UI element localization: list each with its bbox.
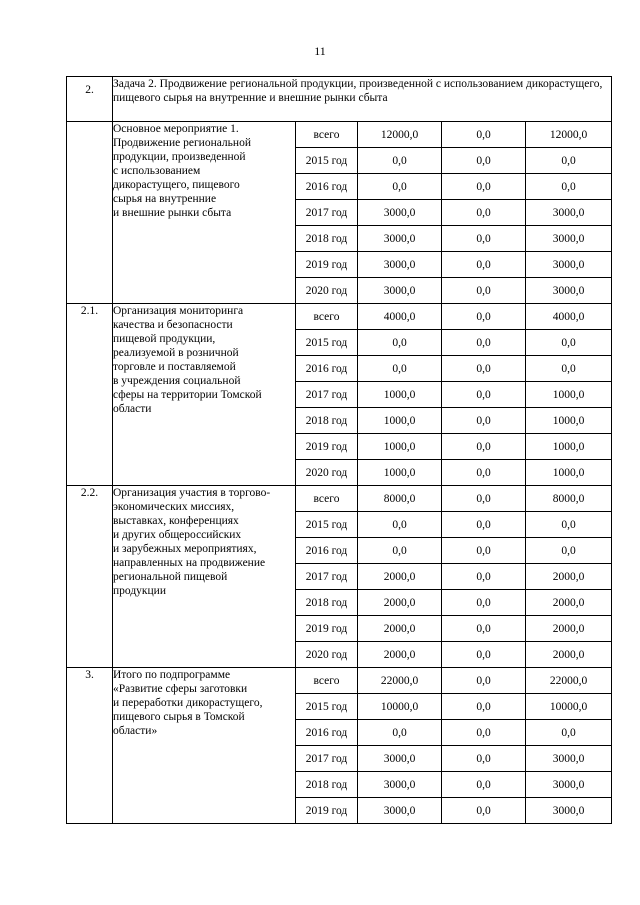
federal-cell: 0,0: [442, 798, 526, 824]
item-name-line: области: [113, 403, 152, 415]
period-cell: 2016 год: [296, 174, 358, 200]
total-cell: 12000,0: [358, 122, 442, 148]
regional-cell: 12000,0: [526, 122, 612, 148]
item-name-line: «Развитие сферы заготовки: [113, 683, 248, 695]
total-cell: 2000,0: [358, 590, 442, 616]
item-name-line: выставках, конференциях: [113, 515, 239, 527]
total-cell: 2000,0: [358, 642, 442, 668]
total-cell: 2000,0: [358, 616, 442, 642]
regional-cell: 2000,0: [526, 616, 612, 642]
period-cell: 2017 год: [296, 382, 358, 408]
period-cell: 2018 год: [296, 590, 358, 616]
item-name-line: с использованием: [113, 165, 201, 177]
page-number: 11: [314, 44, 326, 58]
table-row: [67, 304, 612, 330]
federal-cell: 0,0: [442, 590, 526, 616]
federal-cell: 0,0: [442, 460, 526, 486]
total-cell: 4000,0: [358, 304, 442, 330]
regional-cell: 8000,0: [526, 486, 612, 512]
federal-cell: 0,0: [442, 200, 526, 226]
regional-cell: 1000,0: [526, 434, 612, 460]
period-cell: 2015 год: [296, 148, 358, 174]
period-cell: всего: [296, 486, 358, 512]
item-name-line: продукции, произведенной: [113, 151, 246, 163]
item-name-line: сферы на территории Томской: [113, 389, 262, 401]
task-row: [67, 77, 612, 122]
total-cell: 3000,0: [358, 252, 442, 278]
regional-cell: 1000,0: [526, 408, 612, 434]
period-cell: 2019 год: [296, 798, 358, 824]
item-name-line: пищевого сырья в Томской: [113, 711, 245, 723]
regional-cell: 2000,0: [526, 642, 612, 668]
period-cell: 2017 год: [296, 564, 358, 590]
item-name: [113, 304, 296, 486]
federal-cell: 0,0: [442, 564, 526, 590]
federal-cell: 0,0: [442, 486, 526, 512]
total-cell: 1000,0: [358, 408, 442, 434]
total-cell: 1000,0: [358, 382, 442, 408]
federal-cell: 0,0: [442, 538, 526, 564]
item-name-line: сырья на внутренние: [113, 193, 217, 205]
budget-table: [66, 76, 612, 824]
federal-cell: 0,0: [442, 330, 526, 356]
regional-cell: 0,0: [526, 356, 612, 382]
item-number: [67, 122, 113, 304]
total-cell: 0,0: [358, 720, 442, 746]
period-cell: 2018 год: [296, 226, 358, 252]
federal-cell: 0,0: [442, 408, 526, 434]
regional-cell: 1000,0: [526, 382, 612, 408]
table-row: [67, 668, 612, 694]
federal-cell: 0,0: [442, 278, 526, 304]
federal-cell: 0,0: [442, 616, 526, 642]
regional-cell: 0,0: [526, 148, 612, 174]
total-cell: 8000,0: [358, 486, 442, 512]
federal-cell: 0,0: [442, 746, 526, 772]
item-name: [113, 668, 296, 824]
total-cell: 3000,0: [358, 772, 442, 798]
item-name-line: экономических миссиях,: [113, 501, 235, 513]
regional-cell: 4000,0: [526, 304, 612, 330]
federal-cell: 0,0: [442, 304, 526, 330]
regional-cell: 3000,0: [526, 252, 612, 278]
period-cell: 2017 год: [296, 746, 358, 772]
federal-cell: 0,0: [442, 122, 526, 148]
item-name: [113, 486, 296, 668]
total-cell: 2000,0: [358, 564, 442, 590]
federal-cell: 0,0: [442, 226, 526, 252]
total-cell: 3000,0: [358, 798, 442, 824]
federal-cell: 0,0: [442, 694, 526, 720]
item-name-line: дикорастущего, пищевого: [113, 179, 240, 191]
period-cell: 2019 год: [296, 616, 358, 642]
federal-cell: 0,0: [442, 642, 526, 668]
federal-cell: 0,0: [442, 252, 526, 278]
total-cell: 10000,0: [358, 694, 442, 720]
item-number: 2.2.: [67, 486, 113, 668]
period-cell: 2015 год: [296, 694, 358, 720]
period-cell: 2015 год: [296, 512, 358, 538]
regional-cell: 0,0: [526, 720, 612, 746]
total-cell: 3000,0: [358, 746, 442, 772]
regional-cell: 0,0: [526, 330, 612, 356]
table-row: [67, 486, 612, 512]
regional-cell: 3000,0: [526, 772, 612, 798]
period-cell: 2016 год: [296, 538, 358, 564]
regional-cell: 3000,0: [526, 798, 612, 824]
regional-cell: 3000,0: [526, 278, 612, 304]
period-cell: всего: [296, 668, 358, 694]
total-cell: 3000,0: [358, 226, 442, 252]
period-cell: всего: [296, 122, 358, 148]
federal-cell: 0,0: [442, 512, 526, 538]
period-cell: 2020 год: [296, 642, 358, 668]
item-number: 3.: [67, 668, 113, 824]
total-cell: 1000,0: [358, 460, 442, 486]
item-name-line: торговле и поставляемой: [113, 361, 236, 373]
total-cell: 3000,0: [358, 278, 442, 304]
item-name-line: реализуемой в розничной: [113, 347, 239, 359]
item-name-line: пищевой продукции,: [113, 333, 216, 345]
task-number: 2.: [67, 77, 113, 122]
regional-cell: 3000,0: [526, 746, 612, 772]
table-row: [67, 122, 612, 148]
total-cell: 0,0: [358, 512, 442, 538]
total-cell: 3000,0: [358, 200, 442, 226]
federal-cell: 0,0: [442, 668, 526, 694]
item-name-line: Продвижение региональной: [113, 137, 251, 149]
regional-cell: 1000,0: [526, 460, 612, 486]
federal-cell: 0,0: [442, 356, 526, 382]
period-cell: 2016 год: [296, 720, 358, 746]
item-name-line: и других общероссийских: [113, 529, 242, 541]
regional-cell: 0,0: [526, 512, 612, 538]
item-name-line: области»: [113, 725, 158, 737]
period-cell: 2015 год: [296, 330, 358, 356]
total-cell: 22000,0: [358, 668, 442, 694]
regional-cell: 10000,0: [526, 694, 612, 720]
federal-cell: 0,0: [442, 772, 526, 798]
item-name-line: направленных на продвижение: [113, 557, 266, 569]
federal-cell: 0,0: [442, 434, 526, 460]
item-name-line: региональной пищевой: [113, 571, 228, 583]
total-cell: 0,0: [358, 356, 442, 382]
task-title: Задача 2. Продвижение региональной продукции, произведенной с использованием дикорастущего, пищевого сырья на внутренние и внешние рынки сбыта: [113, 77, 612, 122]
total-cell: 0,0: [358, 148, 442, 174]
regional-cell: 0,0: [526, 538, 612, 564]
total-cell: 0,0: [358, 174, 442, 200]
regional-cell: 2000,0: [526, 564, 612, 590]
item-name-line: качества и безопасности: [113, 319, 233, 331]
total-cell: 0,0: [358, 330, 442, 356]
item-name-line: Организация участия в торгово-: [113, 487, 271, 499]
item-number: 2.1.: [67, 304, 113, 486]
federal-cell: 0,0: [442, 720, 526, 746]
regional-cell: 3000,0: [526, 226, 612, 252]
federal-cell: 0,0: [442, 382, 526, 408]
item-name: [113, 122, 296, 304]
regional-cell: 22000,0: [526, 668, 612, 694]
federal-cell: 0,0: [442, 174, 526, 200]
item-name-line: в учреждения социальной: [113, 375, 241, 387]
period-cell: 2016 год: [296, 356, 358, 382]
period-cell: 2018 год: [296, 772, 358, 798]
period-cell: всего: [296, 304, 358, 330]
item-name-line: Итого по подпрограмме: [113, 669, 231, 681]
period-cell: 2019 год: [296, 434, 358, 460]
federal-cell: 0,0: [442, 148, 526, 174]
item-name-line: Основное мероприятие 1.: [113, 123, 239, 135]
item-name-line: и переработки дикорастущего,: [113, 697, 263, 709]
period-cell: 2020 год: [296, 278, 358, 304]
item-name-line: Организация мониторинга: [113, 305, 244, 317]
regional-cell: 2000,0: [526, 590, 612, 616]
period-cell: 2020 год: [296, 460, 358, 486]
item-name-line: и зарубежных мероприятиях,: [113, 543, 257, 555]
period-cell: 2019 год: [296, 252, 358, 278]
period-cell: 2017 год: [296, 200, 358, 226]
regional-cell: 0,0: [526, 174, 612, 200]
period-cell: 2018 год: [296, 408, 358, 434]
total-cell: 1000,0: [358, 434, 442, 460]
total-cell: 0,0: [358, 538, 442, 564]
regional-cell: 3000,0: [526, 200, 612, 226]
item-name-line: и внешние рынки сбыта: [113, 207, 232, 219]
item-name-line: продукции: [113, 585, 166, 597]
